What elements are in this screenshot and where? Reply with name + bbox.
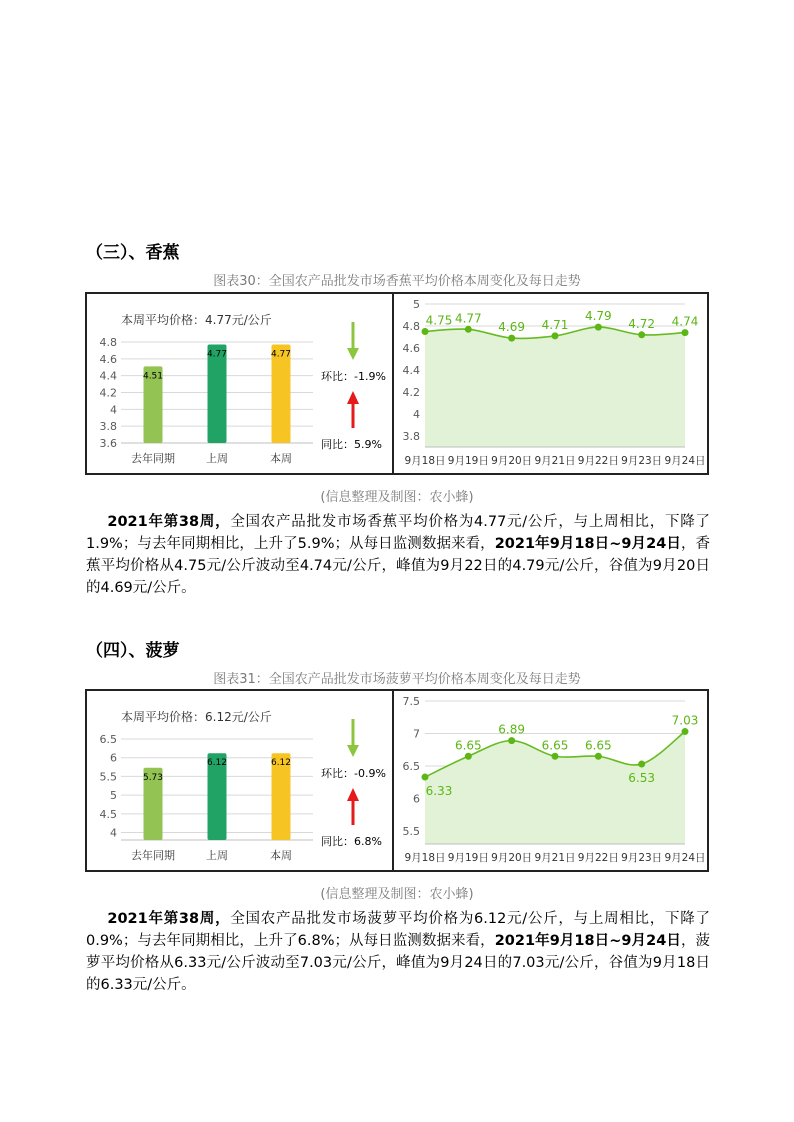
tongbi-text: 同比：6.8%: [321, 835, 382, 848]
figure-caption-pineapple: 图表31：全国农产品批发市场菠萝平均价格本周变化及每日走势: [213, 672, 581, 687]
data-point: [508, 737, 515, 744]
line-category-label: 9月23日: [621, 455, 663, 467]
data-label: 4.74: [671, 314, 699, 329]
bar-y-tick: 6: [110, 751, 117, 765]
line-y-tick: 6.5: [402, 760, 420, 773]
para-text: 全国农产品批发市场香蕉平均价格为4.77元/公斤，与上周相比，下降了1.9%；与去年同期相比，上升了5.9%；从每日监测数据来看，: [86, 514, 710, 552]
line-category-label: 9月18日: [404, 852, 446, 864]
data-point: [552, 753, 559, 760]
line-category-label: 9月19日: [447, 455, 489, 467]
paragraph-pineapple: [86, 908, 710, 996]
para-text-end: ，菠萝平均价格从6.33元/公斤波动至7.03元/公斤，峰值为9月24日的7.03元/公斤，谷值为9月18日的6.33元/公斤。: [86, 933, 711, 993]
bar-category-label: 本周: [270, 452, 292, 465]
line-category-label: 9月21日: [534, 455, 576, 467]
data-point: [552, 332, 559, 339]
bar-y-tick: 4: [110, 403, 117, 417]
bar-value-label: 5.73: [142, 772, 164, 783]
bar-y-tick: 4: [110, 826, 117, 840]
section-heading-banana: （三）、香蕉: [86, 243, 180, 263]
data-point: [465, 753, 472, 760]
line-category-label: 9月22日: [577, 455, 619, 467]
tongbi-text: 同比：5.9%: [321, 438, 382, 451]
bar-y-tick: 4.4: [99, 369, 117, 383]
bar-category-label: 去年同期: [131, 452, 175, 465]
bar-category-label: 去年同期: [131, 849, 175, 862]
down-arrow-icon-head: [347, 348, 359, 360]
line-category-label: 9月20日: [491, 852, 533, 864]
chart-svg: [87, 294, 707, 473]
line-y-tick: 4: [413, 408, 420, 421]
bar-y-tick: 4.6: [99, 352, 117, 366]
line-y-tick: 7: [413, 727, 420, 741]
data-label: 4.69: [498, 320, 526, 335]
line-category-label: 9月21日: [534, 852, 576, 864]
paragraph-banana: [86, 511, 710, 599]
huanbi-text: 环比：-1.9%: [321, 370, 386, 383]
data-label: 6.65: [584, 738, 612, 753]
para-bold-week: 2021年第38周，: [107, 911, 231, 927]
bar-y-tick: 4.5: [99, 807, 117, 821]
figure-pineapple: [85, 689, 709, 872]
line-category-label: 9月20日: [491, 455, 533, 467]
data-point: [465, 326, 472, 333]
data-label: 6.65: [541, 738, 569, 753]
down-arrow-icon-head: [347, 745, 359, 757]
bar-y-tick: 3.8: [99, 420, 117, 434]
data-label: 6.53: [628, 771, 656, 786]
area-fill: [425, 327, 685, 447]
para-bold-week: 2021年第38周，: [107, 514, 231, 530]
bar-category-label: 本周: [270, 849, 292, 862]
data-point: [595, 753, 602, 760]
data-label: 4.71: [541, 317, 569, 332]
data-point: [508, 335, 515, 342]
data-label: 6.33: [425, 784, 453, 799]
data-point: [595, 324, 602, 331]
figure-source-pineapple: (信息整理及制图：农小蜂): [320, 887, 474, 902]
bar-y-tick: 4.8: [99, 336, 117, 349]
line-y-tick: 4.4: [402, 364, 420, 377]
data-point: [638, 761, 645, 768]
bar-value-label: 4.51: [142, 371, 164, 382]
bar-category-label: 上周: [206, 452, 228, 465]
chart-svg: [87, 691, 707, 870]
para-bold-dates: 2021年9月18日~9月24日: [494, 933, 681, 949]
bar-chart-title: 本周平均价格：4.77元/公斤: [121, 313, 272, 327]
line-category-label: 9月19日: [447, 852, 489, 864]
data-point: [682, 329, 689, 336]
line-y-tick: 4.8: [402, 320, 420, 333]
data-label: 6.89: [498, 722, 526, 737]
bar-y-tick: 4.2: [99, 386, 117, 400]
data-label: 4.77: [454, 311, 482, 326]
data-label: 4.75: [425, 313, 453, 328]
line-category-label: 9月23日: [621, 852, 663, 864]
line-y-tick: 5: [413, 298, 420, 311]
data-label: 4.79: [584, 309, 612, 324]
line-y-tick: 4.6: [402, 342, 420, 355]
bar-y-tick: 5.5: [99, 770, 117, 784]
line-y-tick: 7.5: [402, 695, 420, 708]
bar-value-label: 6.12: [206, 758, 228, 769]
figure-source-banana: (信息整理及制图：农小蜂): [320, 490, 474, 505]
huanbi-text: 环比：-0.9%: [321, 767, 386, 780]
para-text-end: ，香蕉平均价格从4.75元/公斤波动至4.74元/公斤，峰值为9月22日的4.79元/公斤，谷值为9月20日的4.69元/公斤。: [86, 536, 711, 596]
section-heading-pineapple: （四）、菠萝: [86, 641, 180, 661]
line-y-tick: 6: [413, 792, 420, 806]
data-label: 6.65: [454, 738, 482, 753]
line-y-tick: 3.8: [402, 430, 420, 443]
bar-value-label: 4.77: [270, 349, 292, 360]
para-bold-dates: 2021年9月18日~9月24日: [494, 536, 681, 552]
data-label: 4.72: [628, 316, 656, 331]
bar-y-tick: 6.5: [99, 733, 117, 746]
bar-y-tick: 5: [110, 789, 117, 803]
line-category-label: 9月18日: [404, 455, 446, 467]
bar-category-label: 上周: [206, 849, 228, 862]
figure-banana: [85, 292, 709, 475]
para-text: 全国农产品批发市场菠萝平均价格为6.12元/公斤，与上周相比，下降了0.9%；与去年同期相比，上升了6.8%；从每日监测数据来看，: [86, 911, 710, 949]
line-y-tick: 5.5: [402, 825, 420, 838]
data-point: [422, 774, 429, 781]
data-label: 7.03: [671, 713, 699, 728]
line-category-label: 9月24日: [664, 852, 706, 864]
data-point: [422, 328, 429, 335]
bar-value-label: 4.77: [206, 349, 228, 360]
line-y-tick: 4.2: [402, 386, 420, 399]
data-point: [682, 728, 689, 735]
line-category-label: 9月22日: [577, 852, 619, 864]
data-point: [638, 331, 645, 338]
bar-value-label: 6.12: [270, 758, 292, 769]
figure-caption-banana: 图表30：全国农产品批发市场香蕉平均价格本周变化及每日走势: [213, 274, 581, 289]
bar-chart-title: 本周平均价格：6.12元/公斤: [121, 710, 272, 724]
bar-y-tick: 3.6: [99, 437, 117, 450]
line-category-label: 9月24日: [664, 455, 706, 467]
